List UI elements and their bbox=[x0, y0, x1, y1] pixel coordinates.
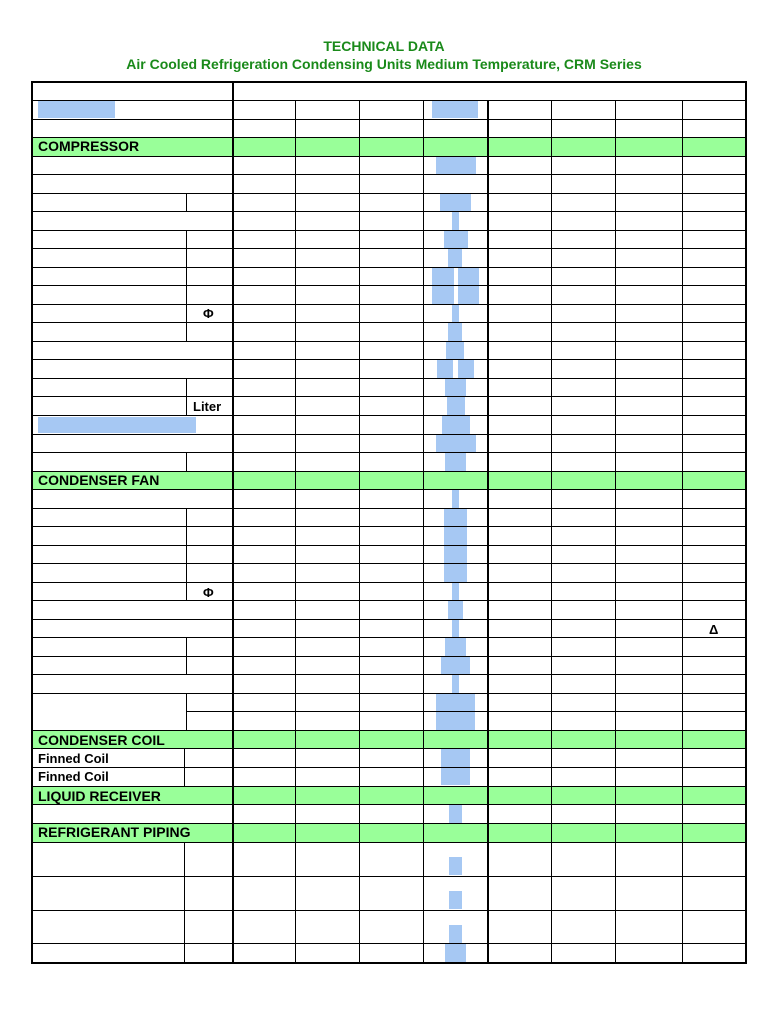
grid-line bbox=[31, 656, 747, 657]
grid-line bbox=[31, 619, 747, 620]
redacted-fan-values bbox=[452, 620, 459, 638]
unit-phi: Φ bbox=[203, 585, 214, 600]
redacted-fan-values bbox=[448, 601, 463, 619]
grid-line bbox=[186, 193, 187, 212]
grid-line bbox=[31, 230, 747, 231]
grid-line bbox=[186, 378, 187, 416]
grid-line bbox=[31, 693, 747, 694]
redacted-fan-values bbox=[452, 490, 459, 508]
grid-line bbox=[31, 341, 747, 342]
redacted-fan-values bbox=[452, 583, 459, 601]
grid-line bbox=[31, 842, 747, 843]
unit-liter: Liter bbox=[193, 399, 222, 414]
redacted-fan-values bbox=[441, 656, 470, 675]
redacted-piping-values bbox=[445, 944, 466, 962]
grid-line bbox=[31, 876, 747, 877]
grid-line bbox=[31, 508, 747, 509]
redacted-compressor-values bbox=[447, 397, 465, 416]
grid-line bbox=[31, 767, 747, 768]
grid-line bbox=[184, 842, 185, 964]
grid-line bbox=[31, 378, 747, 379]
section-compressor: COMPRESSOR bbox=[38, 138, 140, 154]
grid-line bbox=[31, 489, 747, 490]
grid-line bbox=[186, 304, 187, 342]
redacted-piping-values bbox=[449, 925, 462, 943]
grid-line bbox=[184, 748, 185, 786]
redacted-compressor-values bbox=[452, 212, 459, 230]
redacted-compressor-values bbox=[444, 230, 468, 248]
grid-line bbox=[186, 230, 187, 304]
row-label-finned-coil: Finned Coil bbox=[38, 751, 109, 766]
section-refrigerant-piping: REFRIGERANT PIPING bbox=[38, 824, 191, 840]
grid-line bbox=[682, 100, 683, 964]
grid-line bbox=[31, 526, 747, 527]
grid-line bbox=[31, 285, 747, 286]
redacted-compressor-values bbox=[442, 416, 470, 434]
unit-delta: Δ bbox=[709, 622, 719, 637]
page-title: TECHNICAL DATA bbox=[323, 38, 445, 54]
grid-line bbox=[31, 174, 747, 175]
grid-line bbox=[31, 81, 33, 964]
redacted-piping-values bbox=[449, 891, 462, 909]
grid-line bbox=[186, 452, 187, 471]
grid-line bbox=[359, 100, 360, 964]
grid-line bbox=[31, 943, 747, 944]
grid-line bbox=[186, 711, 747, 712]
grid-line bbox=[31, 545, 747, 546]
redacted-compressor-values bbox=[448, 323, 462, 341]
redacted-compressor-values bbox=[452, 305, 459, 323]
grid-line bbox=[31, 396, 747, 397]
page-subtitle: Air Cooled Refrigeration Condensing Units Medium Temperature, CRM Series bbox=[126, 56, 642, 72]
grid-line bbox=[615, 100, 616, 964]
grid-line bbox=[295, 100, 296, 964]
grid-line bbox=[31, 582, 747, 583]
redacted-receiver-value bbox=[449, 805, 462, 823]
redacted-compressor-values bbox=[445, 453, 466, 472]
redacted-compressor-values bbox=[440, 193, 471, 211]
grid-line bbox=[31, 248, 747, 249]
grid-line bbox=[31, 434, 747, 435]
grid-line bbox=[551, 100, 552, 964]
grid-line bbox=[31, 267, 747, 268]
grid-line bbox=[31, 748, 747, 749]
grid-line bbox=[31, 563, 747, 564]
grid-line bbox=[423, 100, 424, 964]
grid-line bbox=[31, 804, 747, 805]
redacted-compressor-values bbox=[437, 360, 453, 378]
redacted-piping-values bbox=[449, 857, 462, 875]
grid-line bbox=[31, 322, 747, 323]
redacted-compressor-values bbox=[436, 156, 476, 174]
redacted-compressor-values bbox=[458, 360, 474, 378]
grid-line bbox=[31, 304, 747, 305]
grid-line bbox=[186, 637, 187, 675]
grid-line bbox=[745, 81, 747, 964]
redacted-model-value bbox=[432, 101, 478, 118]
redacted-fan-values bbox=[445, 638, 466, 656]
section-condenser-coil: CONDENSER COIL bbox=[38, 732, 165, 748]
redacted-compressor-values bbox=[448, 249, 462, 267]
redacted-fan-values bbox=[452, 675, 459, 693]
redacted-model-label bbox=[38, 101, 115, 118]
grid-line bbox=[31, 119, 747, 120]
grid-line bbox=[31, 359, 747, 360]
section-liquid-receiver: LIQUID RECEIVER bbox=[38, 788, 161, 804]
unit-phi: Φ bbox=[203, 306, 214, 321]
grid-line bbox=[31, 193, 747, 194]
grid-line bbox=[31, 100, 747, 101]
grid-line bbox=[31, 674, 747, 675]
redacted-compressor-values bbox=[445, 378, 466, 397]
grid-line bbox=[487, 100, 489, 964]
grid-line bbox=[186, 693, 187, 730]
grid-line bbox=[31, 637, 747, 638]
grid-line bbox=[31, 786, 747, 787]
grid-line bbox=[31, 730, 747, 731]
grid-line bbox=[31, 600, 747, 601]
section-condenser-fan: CONDENSER FAN bbox=[38, 472, 160, 488]
grid-line bbox=[31, 415, 747, 416]
grid-line bbox=[232, 81, 234, 964]
grid-line bbox=[31, 910, 747, 911]
grid-line bbox=[31, 156, 747, 157]
row-label-finned-coil: Finned Coil bbox=[38, 769, 109, 784]
grid-line bbox=[31, 452, 747, 453]
redacted-compressor-values bbox=[446, 341, 464, 360]
grid-line bbox=[31, 211, 747, 212]
grid-line bbox=[31, 81, 747, 83]
grid-line bbox=[31, 962, 747, 964]
redacted-compressor-values bbox=[436, 434, 476, 453]
redacted-row-label bbox=[38, 417, 196, 433]
grid-line bbox=[186, 508, 187, 601]
